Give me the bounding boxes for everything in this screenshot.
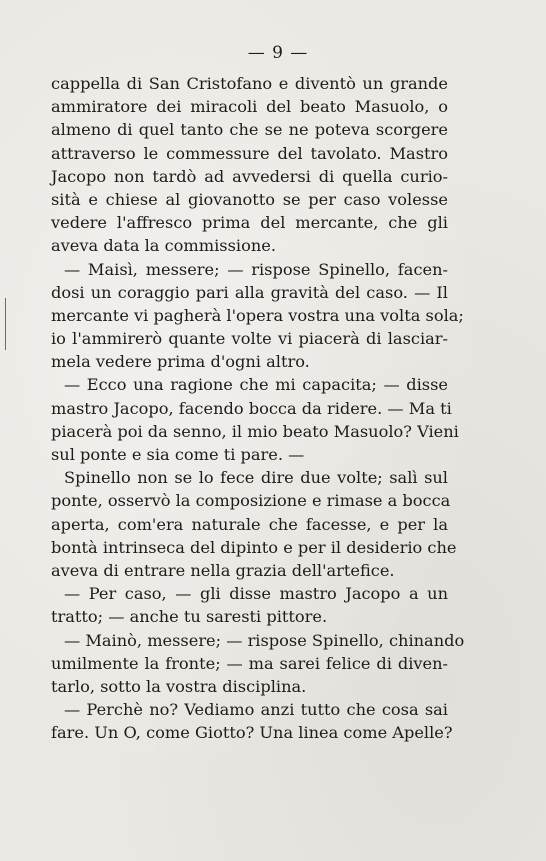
text-line: — Mainò, messere; — rispose Spinello, chinando [64, 630, 465, 650]
text-line: dosi un coraggio pari alla gravità del caso. — Il [51, 282, 448, 302]
text-line: mela vedere prima d'ogni altro. [51, 352, 310, 372]
text-line: mercante vi pagherà l'opera vostra una volta sola; [51, 305, 464, 325]
text-line: umilmente la fronte; — ma sarei felice di diven- [51, 653, 448, 673]
margin-mark [5, 298, 6, 350]
text-line: — Ecco una ragione che mi capacita; — disse [64, 375, 448, 395]
text-line: sità e chiese al giovanotto se per caso volesse [51, 189, 448, 209]
text-line: ammiratore dei miracoli del beato Masuolo, o [51, 97, 448, 117]
text-line: attraverso le commessure del tavolato. Mastro [51, 143, 448, 163]
text-line: aperta, com'era naturale che facesse, e per la [51, 514, 448, 534]
text-line: aveva di entrare nella grazia dell'artefice. [51, 560, 395, 580]
text-line: mastro Jacopo, facendo bocca da ridere. — Ma ti [51, 398, 452, 418]
text-line: fare. Un O, come Giotto? Una linea come Apelle? [51, 723, 453, 743]
body-text [51, 72, 465, 744]
text-line: — Per caso, — gli disse mastro Jacopo a un [64, 584, 448, 604]
text-line: — Perchè no? Vediamo anzi tutto che cosa sai [64, 700, 448, 720]
text-line: vedere l'affresco prima del mercante, che gli [51, 213, 448, 233]
text-line: aveva data la commissione. [51, 236, 276, 256]
text-line: Spinello non se lo fece dire due volte; salì sul [64, 468, 448, 488]
text-line: tarlo, sotto la vostra disciplina. [51, 676, 307, 696]
text-line: almeno di quel tanto che se ne poteva scorgere [51, 120, 448, 140]
text-line: sul ponte e sia come ti pare. — [51, 445, 305, 464]
text-line: bontà intrinseca del dipinto e per il desiderio che [51, 537, 457, 557]
text-line: piacerà poi da senno, il mio beato Masuolo? Vieni [51, 421, 459, 441]
text-line: io l'ammirerò quante volte vi piacerà di lasciar- [51, 329, 448, 349]
text-line: cappella di San Cristofano e diventò un grande [51, 74, 448, 93]
text-line: ponte, osservò la composizione e rimase a bocca [51, 491, 451, 511]
text-line: tratto; — anche tu saresti pittore. [51, 607, 328, 627]
page-number: — 9 — [247, 43, 309, 63]
text-line: — Maisì, messere; — rispose Spinello, facen- [64, 259, 448, 279]
text-line: Jacopo non tardò ad avvedersi di quella curio- [51, 166, 448, 186]
